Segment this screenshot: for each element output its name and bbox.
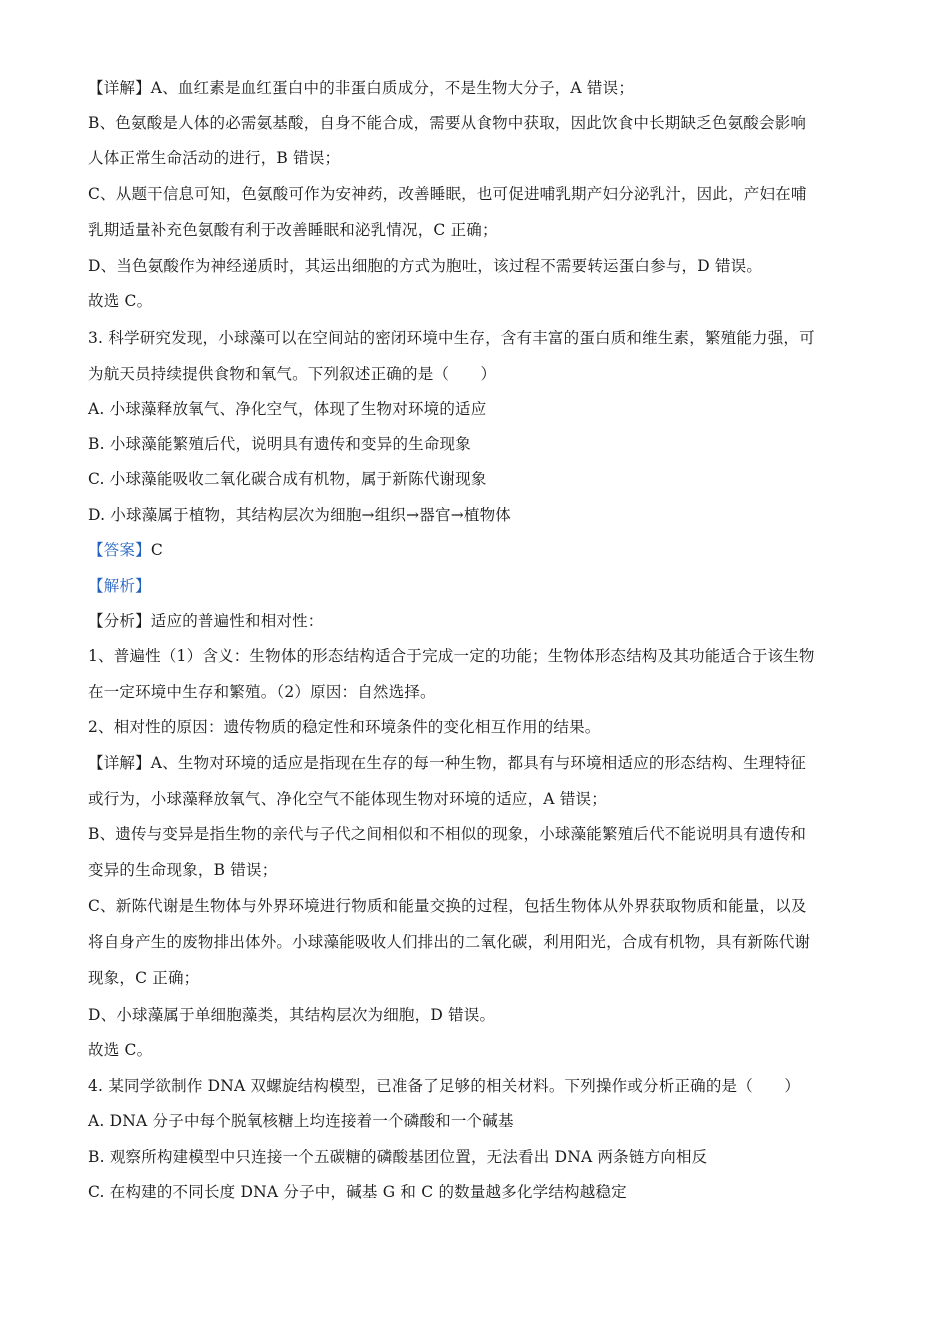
detail-b-line-1: B、色氨酸是人体的必需氨基酸，自身不能合成，需要从食物中获取，因此饮食中长期缺乏色氨酸会影响 (88, 114, 807, 132)
answer-line (88, 540, 868, 560)
analysis-point-1-line-1: 1、普遍性（1）含义：生物体的形态结构适合于完成一定的功能；生物体形态结构及其功能适合于该生物 (88, 647, 815, 665)
choice-line: 故选 C。 (88, 292, 153, 310)
choice-3-line: 故选 C。 (88, 1041, 153, 1059)
answer-value: C (150, 541, 163, 559)
detail-3c-line-2: 将自身产生的废物排出体外。小球藻能吸收人们排出的二氧化碳，利用阳光，合成有机物，具有新陈代谢 (88, 933, 811, 951)
question-3-option-c: C. 小球藻能吸收二氧化碳合成有机物，属于新陈代谢现象 (88, 470, 487, 488)
analysis-intro: 【分析】适应的普遍性和相对性： (88, 612, 324, 630)
detail-3c-line-1: C、新陈代谢是生物体与外界环境进行物质和能量交换的过程，包括生物体从外界获取物质和能量，以及 (88, 897, 807, 915)
detail-a-line: 【详解】A、血红素是血红蛋白中的非蛋白质成分，不是生物大分子，A 错误； (88, 79, 635, 97)
analysis-point-2: 2、相对性的原因：遗传物质的稳定性和环境条件的变化相互作用的结果。 (88, 718, 601, 736)
question-3-line-2: 为航天员持续提供食物和氧气。下列叙述正确的是（ ） (88, 365, 497, 383)
detail-3b-line-2: 变异的生命现象，B 错误； (88, 861, 278, 879)
detail-3c-line-3: 现象，C 正确； (88, 969, 200, 987)
detail-3b-line-1: B、遗传与变异是指生物的亲代与子代之间相似和不相似的现象，小球藻能繁殖后代不能说明具有遗传和 (88, 825, 807, 843)
question-3-option-b: B. 小球藻能繁殖后代，说明具有遗传和变异的生命现象 (88, 435, 471, 453)
detail-3a-line-2: 或行为，小球藻释放氧气、净化空气不能体现生物对环境的适应，A 错误； (88, 790, 607, 808)
question-3-line-1: 3. 科学研究发现，小球藻可以在空间站的密闭环境中生存，含有丰富的蛋白质和维生素，繁殖能力强，可 (88, 329, 815, 347)
question-4-option-a: A. DNA 分子中每个脱氧核糖上均连接着一个磷酸和一个碱基 (88, 1112, 514, 1130)
question-4-stem: 4. 某同学欲制作 DNA 双螺旋结构模型，已准备了足够的相关材料。下列操作或分析正确的是（ ） (88, 1077, 801, 1095)
detail-c-line-2: 乳期适量补充色氨酸有利于改善睡眠和泌乳情况，C 正确； (88, 221, 498, 239)
detail-3d-line: D、小球藻属于单细胞藻类，其结构层次为细胞，D 错误。 (88, 1006, 496, 1024)
answer-label: 【答案】 (88, 541, 151, 559)
detail-3a-line-1: 【详解】A、生物对环境的适应是指现在生存的每一种生物，都具有与环境相适应的形态结构、生理特征 (88, 754, 806, 772)
detail-d-line: D、当色氨酸作为神经递质时，其运出细胞的方式为胞吐，该过程不需要转运蛋白参与，D 错误。 (88, 257, 763, 275)
detail-b-line-2: 人体正常生命活动的进行，B 错误； (88, 149, 341, 167)
question-3-option-a: A. 小球藻释放氧气、净化空气，体现了生物对环境的适应 (88, 400, 487, 418)
question-4-option-b: B. 观察所构建模型中只连接一个五碳糖的磷酸基团位置，无法看出 DNA 两条链方向相反 (88, 1148, 708, 1166)
question-3-option-d: D. 小球藻属于植物，其结构层次为细胞→组织→器官→植物体 (88, 506, 511, 524)
analysis-heading: 【解析】 (88, 577, 151, 595)
analysis-point-1-line-2: 在一定环境中生存和繁殖。（2）原因：自然选择。 (88, 683, 436, 701)
question-4-option-c: C. 在构建的不同长度 DNA 分子中，碱基 G 和 C 的数量越多化学结构越稳定 (88, 1183, 627, 1201)
detail-c-line-1: C、从题干信息可知，色氨酸可作为安神药，改善睡眠，也可促进哺乳期产妇分泌乳汁，因此，产妇在哺 (88, 185, 807, 203)
